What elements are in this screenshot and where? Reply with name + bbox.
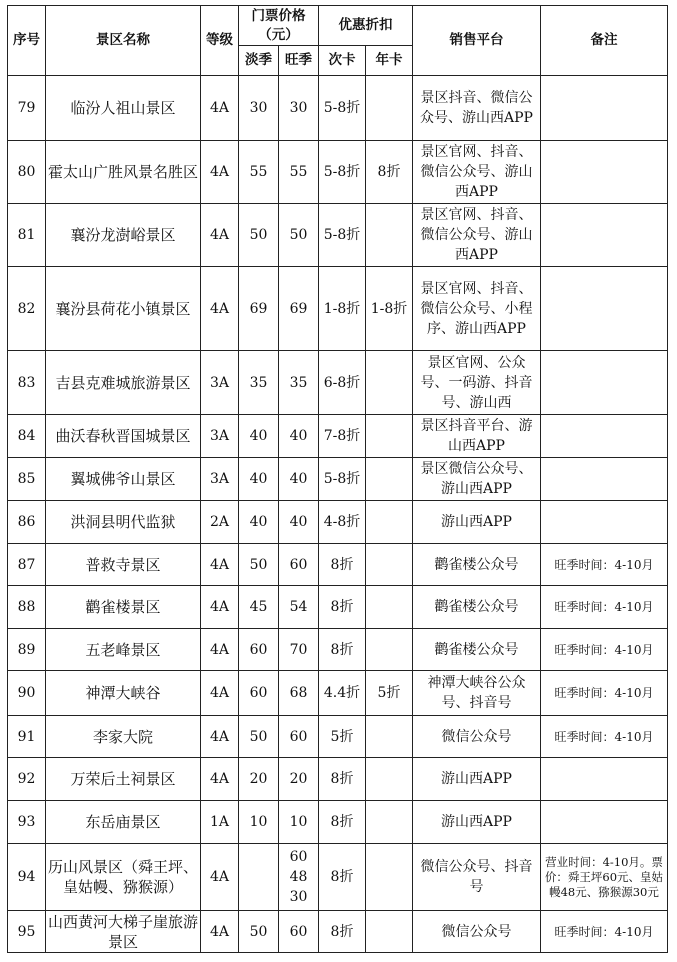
peak-price-1: 60: [289, 849, 308, 865]
cell-peak: 20: [279, 758, 319, 801]
table-row: [8, 671, 668, 716]
cell-platform: 鹳雀楼公众号: [413, 629, 541, 671]
cell-name: 鹳雀楼景区: [46, 586, 201, 629]
table-row: [8, 586, 668, 629]
cell-visit: 8折: [319, 544, 366, 586]
cell-seq: 79: [8, 76, 46, 141]
cell-note: 旺季时间：4-10月: [541, 911, 668, 953]
cell-seq: 88: [8, 586, 46, 629]
cell-note: [541, 267, 668, 351]
table-row: [8, 844, 668, 911]
cell-peak: 54: [279, 586, 319, 629]
cell-annual: [366, 76, 413, 141]
cell-peak: 69: [279, 267, 319, 351]
cell-grade: 4A: [201, 911, 239, 953]
scenic-spot-table: [7, 5, 668, 953]
cell-grade: 3A: [201, 415, 239, 458]
cell-seq: 94: [8, 844, 46, 911]
cell-off: 50: [239, 911, 279, 953]
cell-off: 60: [239, 629, 279, 671]
cell-platform: 微信公众号: [413, 911, 541, 953]
table-row: [8, 458, 668, 501]
cell-off: 20: [239, 758, 279, 801]
cell-name: 襄汾县荷花小镇景区: [46, 267, 201, 351]
cell-off: 10: [239, 801, 279, 844]
cell-note: 营业时间：4-10月。票价：舜王坪60元、皇姑幔48元、猕猴源30元: [541, 844, 668, 911]
cell-name: 神潭大峡谷: [46, 671, 201, 716]
cell-platform: 景区抖音、微信公众号、游山西APP: [413, 76, 541, 141]
cell-note: 旺季时间：4-10月: [541, 716, 668, 758]
cell-grade: 4A: [201, 671, 239, 716]
cell-grade: 4A: [201, 629, 239, 671]
cell-grade: 2A: [201, 501, 239, 544]
table-row: [8, 501, 668, 544]
cell-grade: 4A: [201, 586, 239, 629]
cell-platform: 微信公众号: [413, 716, 541, 758]
cell-note: [541, 204, 668, 267]
cell-visit: 8折: [319, 629, 366, 671]
cell-name: 普救寺景区: [46, 544, 201, 586]
cell-peak: 40: [279, 501, 319, 544]
cell-name: 曲沃春秋晋国城景区: [46, 415, 201, 458]
cell-off: [239, 844, 279, 911]
table-row: [8, 351, 668, 415]
cell-grade: 4A: [201, 267, 239, 351]
cell-annual: 8折: [366, 141, 413, 204]
table-row: [8, 716, 668, 758]
cell-annual: [366, 801, 413, 844]
cell-visit: 8折: [319, 758, 366, 801]
cell-platform: 景区微信公众号、游山西APP: [413, 458, 541, 501]
header-price-group: 门票价格 （元）: [239, 6, 319, 46]
cell-visit: 5折: [319, 716, 366, 758]
cell-off: 40: [239, 415, 279, 458]
cell-grade: 4A: [201, 758, 239, 801]
cell-grade: 1A: [201, 801, 239, 844]
cell-annual: [366, 501, 413, 544]
cell-note: 旺季时间：4-10月: [541, 586, 668, 629]
table-row: [8, 801, 668, 844]
cell-annual: [366, 629, 413, 671]
cell-visit: 5-8折: [319, 141, 366, 204]
peak-price-3: 30: [289, 889, 308, 905]
header-notes: 备注: [541, 6, 668, 76]
cell-annual: [366, 204, 413, 267]
cell-peak: 55: [279, 141, 319, 204]
cell-seq: 95: [8, 911, 46, 953]
cell-visit: 4.4折: [319, 671, 366, 716]
cell-peak: 35: [279, 351, 319, 415]
cell-grade: 4A: [201, 141, 239, 204]
cell-note: 旺季时间：4-10月: [541, 544, 668, 586]
cell-name: 临汾人祖山景区: [46, 76, 201, 141]
table-row: [8, 141, 668, 204]
cell-grade: 4A: [201, 716, 239, 758]
cell-annual: [366, 544, 413, 586]
cell-off: 50: [239, 544, 279, 586]
cell-visit: 8折: [319, 911, 366, 953]
cell-platform: 景区抖音平台、游山西APP: [413, 415, 541, 458]
cell-off: 35: [239, 351, 279, 415]
cell-peak: 30: [279, 76, 319, 141]
cell-seq: 85: [8, 458, 46, 501]
cell-off: 55: [239, 141, 279, 204]
header-seq: 序号: [8, 6, 46, 76]
peak-price-2: 48: [289, 869, 308, 885]
header-per-visit-card: 次卡: [319, 46, 366, 76]
table-row: [8, 629, 668, 671]
cell-note: 旺季时间：4-10月: [541, 671, 668, 716]
cell-platform: 景区官网、抖音、微信公众号、小程序、游山西APP: [413, 267, 541, 351]
cell-note: [541, 501, 668, 544]
table-row: [8, 911, 668, 953]
cell-seq: 93: [8, 801, 46, 844]
cell-grade: 3A: [201, 351, 239, 415]
cell-seq: 92: [8, 758, 46, 801]
cell-name: 山西黄河大梯子崖旅游景区: [46, 911, 201, 953]
cell-annual: [366, 586, 413, 629]
cell-name: 襄汾龙澍峪景区: [46, 204, 201, 267]
cell-annual: [366, 458, 413, 501]
cell-name: 五老峰景区: [46, 629, 201, 671]
cell-annual: [366, 415, 413, 458]
cell-seq: 87: [8, 544, 46, 586]
cell-off: 45: [239, 586, 279, 629]
header-annual-card: 年卡: [366, 46, 413, 76]
cell-visit: 5-8折: [319, 458, 366, 501]
cell-platform: 景区官网、抖音、微信公众号、游山西APP: [413, 204, 541, 267]
cell-seq: 82: [8, 267, 46, 351]
header-peak-season: 旺季: [279, 46, 319, 76]
cell-peak: 60: [279, 716, 319, 758]
table-row: [8, 415, 668, 458]
cell-visit: 8折: [319, 844, 366, 911]
cell-platform: 游山西APP: [413, 801, 541, 844]
table-row: [8, 544, 668, 586]
cell-name: 李家大院: [46, 716, 201, 758]
cell-visit: 5-8折: [319, 76, 366, 141]
cell-peak: 60: [279, 911, 319, 953]
cell-off: 60: [239, 671, 279, 716]
header-platform: 销售平台: [413, 6, 541, 76]
cell-note: [541, 801, 668, 844]
header-grade: 等级: [201, 6, 239, 76]
header-off-season: 淡季: [239, 46, 279, 76]
cell-seq: 91: [8, 716, 46, 758]
cell-note: [541, 758, 668, 801]
cell-visit: 7-8折: [319, 415, 366, 458]
cell-name: 翼城佛爷山景区: [46, 458, 201, 501]
cell-note: [541, 141, 668, 204]
cell-note: [541, 351, 668, 415]
cell-platform: 神潭大峡谷公众号、抖音号: [413, 671, 541, 716]
cell-seq: 90: [8, 671, 46, 716]
cell-note: [541, 76, 668, 141]
cell-annual: [366, 351, 413, 415]
cell-grade: 4A: [201, 844, 239, 911]
cell-platform: 游山西APP: [413, 758, 541, 801]
cell-platform: 游山西APP: [413, 501, 541, 544]
cell-grade: 3A: [201, 458, 239, 501]
cell-seq: 81: [8, 204, 46, 267]
cell-annual: [366, 911, 413, 953]
cell-peak: 68: [279, 671, 319, 716]
cell-off: 30: [239, 76, 279, 141]
cell-name: 万荣后土祠景区: [46, 758, 201, 801]
cell-off: 50: [239, 716, 279, 758]
header-discount-group: 优惠折扣: [319, 6, 413, 46]
cell-name: 洪洞县明代监狱: [46, 501, 201, 544]
cell-peak: 40: [279, 458, 319, 501]
cell-seq: 86: [8, 501, 46, 544]
cell-peak: 50: [279, 204, 319, 267]
cell-note: 旺季时间：4-10月: [541, 629, 668, 671]
cell-platform: 景区官网、抖音、微信公众号、游山西APP: [413, 141, 541, 204]
cell-name: 历山风景区（舜王坪、皇姑幔、猕猴源）: [46, 844, 201, 911]
cell-peak: 10: [279, 801, 319, 844]
cell-annual: [366, 758, 413, 801]
cell-platform: 鹳雀楼公众号: [413, 586, 541, 629]
cell-peak: 70: [279, 629, 319, 671]
cell-seq: 89: [8, 629, 46, 671]
cell-visit: 8折: [319, 586, 366, 629]
cell-off: 50: [239, 204, 279, 267]
cell-platform: 鹳雀楼公众号: [413, 544, 541, 586]
cell-platform: 微信公众号、抖音号: [413, 844, 541, 911]
table-row: [8, 76, 668, 141]
cell-visit: 4-8折: [319, 501, 366, 544]
cell-visit: 6-8折: [319, 351, 366, 415]
cell-grade: 4A: [201, 544, 239, 586]
cell-platform: 景区官网、公众号、一码游、抖音号、游山西: [413, 351, 541, 415]
cell-annual: [366, 716, 413, 758]
cell-grade: 4A: [201, 204, 239, 267]
cell-name: 东岳庙景区: [46, 801, 201, 844]
cell-annual: [366, 844, 413, 911]
cell-name: 吉县克难城旅游景区: [46, 351, 201, 415]
cell-seq: 80: [8, 141, 46, 204]
cell-visit: 5-8折: [319, 204, 366, 267]
cell-visit: 8折: [319, 801, 366, 844]
table-row: [8, 758, 668, 801]
cell-annual: 1-8折: [366, 267, 413, 351]
cell-note: [541, 458, 668, 501]
cell-seq: 84: [8, 415, 46, 458]
cell-visit: 1-8折: [319, 267, 366, 351]
cell-name: 霍太山广胜风景名胜区: [46, 141, 201, 204]
cell-annual: 5折: [366, 671, 413, 716]
cell-seq: 83: [8, 351, 46, 415]
cell-note: [541, 415, 668, 458]
cell-peak: 60: [279, 544, 319, 586]
cell-peak-multi: [279, 844, 319, 911]
cell-off: 69: [239, 267, 279, 351]
cell-off: 40: [239, 458, 279, 501]
cell-peak: 40: [279, 415, 319, 458]
cell-grade: 4A: [201, 76, 239, 141]
table-row: [8, 267, 668, 351]
cell-off: 40: [239, 501, 279, 544]
table-row: [8, 204, 668, 267]
header-name: 景区名称: [46, 6, 201, 76]
